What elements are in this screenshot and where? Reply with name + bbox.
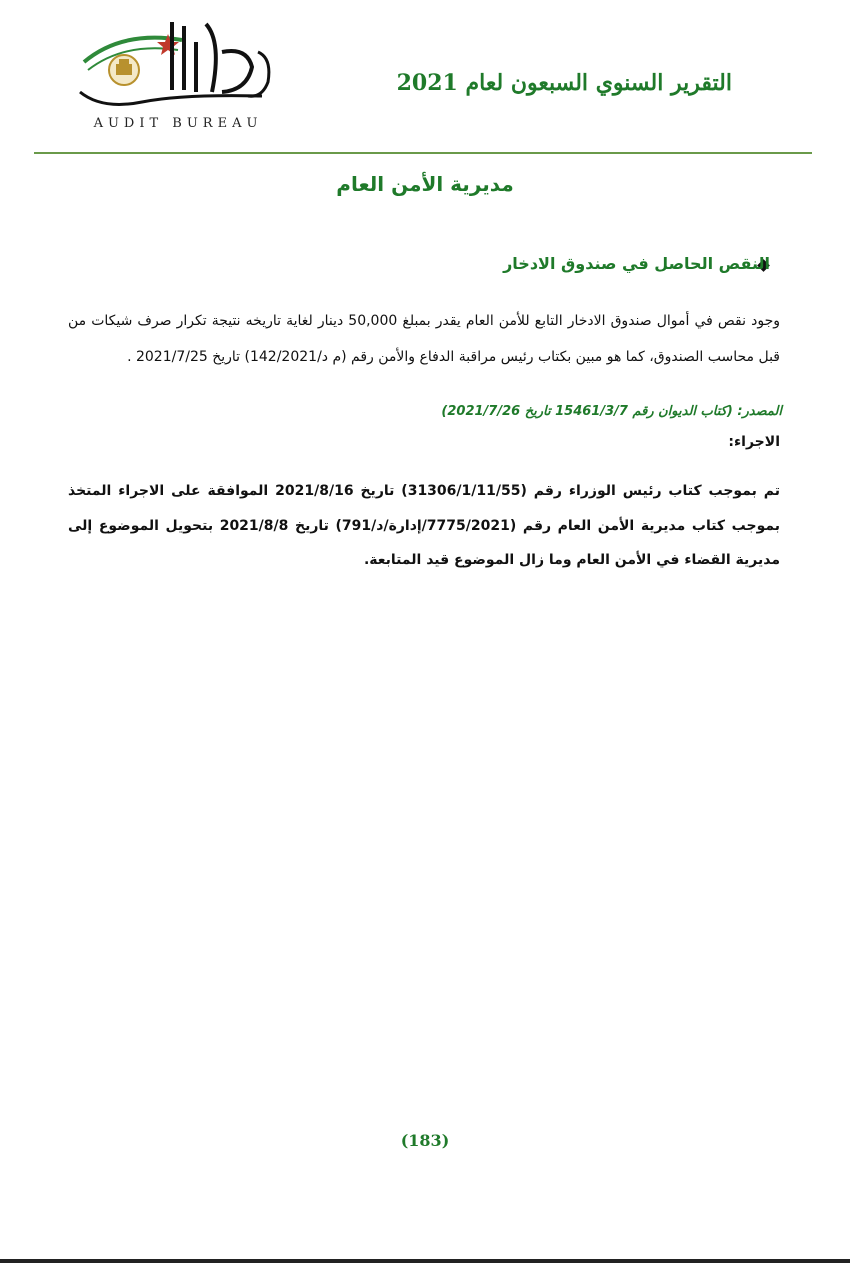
department-title: مديرية الأمن العام bbox=[336, 172, 514, 196]
finding-paragraph: وجود نقص في أموال صندوق الادخار التابع للأمن العام يقدر بمبلغ 50,000 دينار لغاية تاريخه نتيجة تكرار صرف شيكات من قبل محاسب الصندوق، كما هو مبين بكتاب رئيس مراقبة الدفاع والأمن رقم (م د/142/2021) تاريخ 2021/7/25 . bbox=[68, 313, 780, 365]
logo-english-text: AUDIT BUREAU bbox=[93, 116, 263, 131]
action-paragraph: تم بموجب كتاب رئيس الوزراء رقم (31306/1/11/55) تاريخ 2021/8/16 الموافقة على الاجراء المتخذ بموجب كتاب مديرية الأمن العام رقم (7775/2021/إدارة/د/791) تاريخ 2021/8/8 بتحويل الموضوع إلى مديرية القضاء في الأمن العام وما زال الموضوع قيد المتابعة. bbox=[68, 483, 780, 568]
report-title: التقرير السنوي السبعون لعام 2021 bbox=[396, 70, 732, 96]
action-label: الاجراء: bbox=[728, 434, 780, 450]
topic-title: النقص الحاصل في صندوق الادخار bbox=[503, 254, 770, 273]
source-reference: المصدر: (كتاب الديوان رقم 15461/3/7 تاريخ 2021/7/26) bbox=[441, 404, 782, 419]
crown-emblem-icon bbox=[72, 12, 282, 112]
header-divider bbox=[34, 152, 812, 154]
audit-bureau-logo bbox=[72, 12, 282, 137]
page-number: (183) bbox=[400, 1131, 450, 1150]
bottom-edge bbox=[0, 1259, 850, 1263]
